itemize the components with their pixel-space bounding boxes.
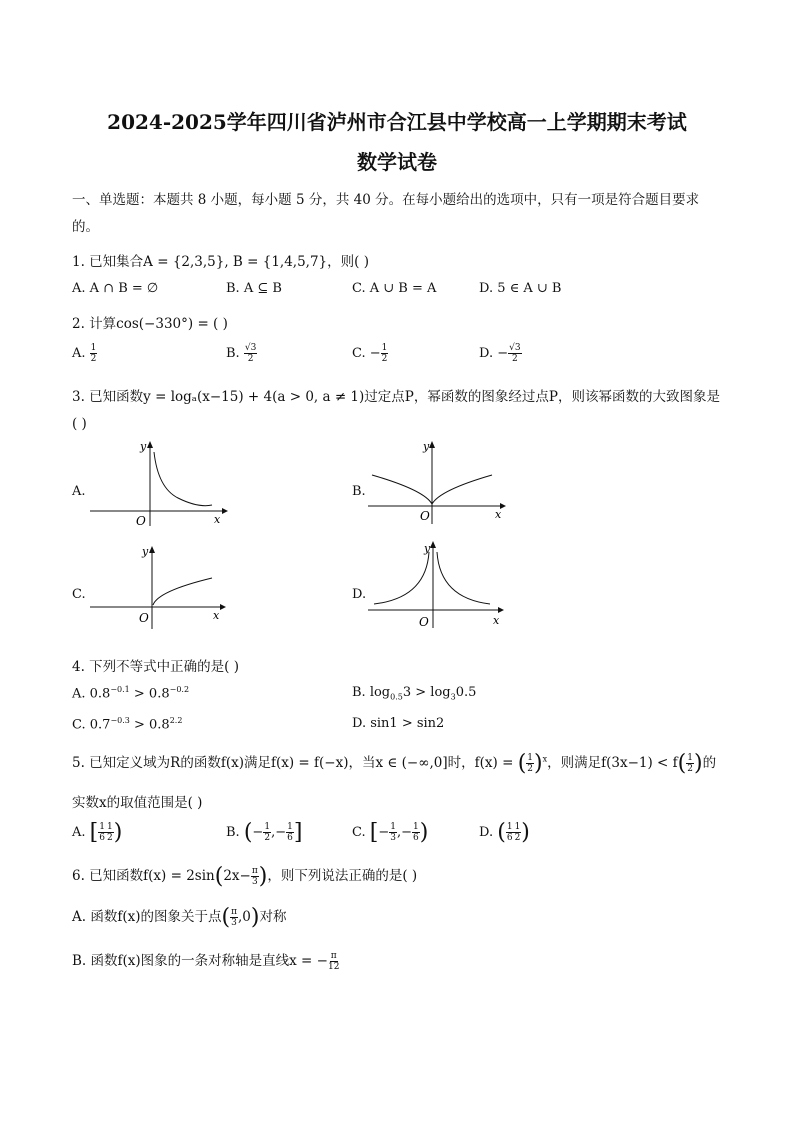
q5-option-b[interactable]: B. (− $\frac{1}{2}$ ,− $\frac{1}{6}$ ] xyxy=(226,820,303,845)
q4-stem: 4. 下列不等式中正确的是( ) xyxy=(72,659,239,675)
q1-option-b[interactable]: B. A ⊆ B xyxy=(226,281,282,296)
q3d-x-label: x xyxy=(493,614,500,627)
q5-option-a[interactable]: A. [ $\frac{1}{6}$ $\frac{1}{2}$ ) xyxy=(72,820,123,845)
q3-option-d-label[interactable]: D. xyxy=(352,587,367,602)
section-heading-line1: 一、单选题：本题共 8 小题，每小题 5 分，共 40 分。在每小题给出的选项中，只有一项是符合题目要求 xyxy=(72,192,700,208)
q4-option-d[interactable]: D. sin1 > sin2 xyxy=(352,716,445,731)
q6-option-a[interactable]: A. 函数f(x)的图象关于点( $\frac{\pi}{3}$ ,0)对称 xyxy=(72,905,287,930)
exam-subtitle: 数学试卷 xyxy=(357,150,437,174)
q4-option-a[interactable]: A. $0.8^{-0.1} > 0.8^{-0.2}$ xyxy=(72,685,190,702)
q2-option-c[interactable]: C. − $\frac{1}{2}$ xyxy=(352,343,388,364)
q2-option-a[interactable]: A. $\frac{1}{2}$ xyxy=(72,343,97,364)
q3-graph-c[interactable] xyxy=(88,541,228,633)
q3-stem-paren: ( ) xyxy=(72,416,87,432)
q3a-y-label: y xyxy=(140,440,147,453)
q3d-origin-label: O xyxy=(419,615,429,629)
q3a-x-label: x xyxy=(214,513,221,526)
q3c-y-label: y xyxy=(142,545,149,558)
q5-option-d[interactable]: D. ( $\frac{1}{6}$ $\frac{1}{2}$ ) xyxy=(479,820,530,845)
q5-stem-line2: 实数x的取值范围是( ) xyxy=(72,795,203,811)
q3b-origin-label: O xyxy=(420,509,430,523)
q4-option-c[interactable]: C. $0.7^{-0.3} > 0.8^{2.2}$ xyxy=(72,716,183,733)
q2-option-b[interactable]: B. $\frac{√3}{2}$ xyxy=(226,343,257,364)
q1-option-d[interactable]: D. 5 ∈ A ∪ B xyxy=(479,281,562,296)
q6-option-b[interactable]: B. 函数f(x)图象的一条对称轴是直线x = − $\frac{\pi}{12}$ xyxy=(72,951,340,972)
q5-option-c[interactable]: C. [− $\frac{1}{3}$ ,− $\frac{1}{6}$ ) xyxy=(352,820,429,845)
q3a-origin-label: O xyxy=(136,514,146,528)
q3d-y-label: y xyxy=(424,542,431,555)
q3-option-c-label[interactable]: C. xyxy=(72,587,86,602)
q1-option-c[interactable]: C. A ∪ B = A xyxy=(352,281,437,296)
q1-option-a[interactable]: A. A ∩ B = ∅ xyxy=(72,281,159,296)
q3b-x-label: x xyxy=(495,508,502,521)
q3c-x-label: x xyxy=(213,609,220,622)
q3-graph-d[interactable] xyxy=(366,538,506,634)
q3-graph-a[interactable] xyxy=(88,438,228,528)
q3-option-b-label[interactable]: B. xyxy=(352,484,366,499)
q3-graph-b[interactable] xyxy=(366,438,506,528)
q2-stem: 2. 计算cos(−330°) = ( ) xyxy=(72,316,228,332)
q2-option-d[interactable]: D. − $\frac{√3}{2}$ xyxy=(479,343,521,364)
q5-stem: 5. 已知定义域为R的函数f(x)满足f(x) = f(−x)，当x ∈ (−∞,0]时，f(x) = ( $\frac{1}{2}$ )$^x$，则满足f(3x−1) < f( $\frac{1}{2}$ )的 xyxy=(72,751,717,776)
section-heading-line2: 的。 xyxy=(72,219,99,235)
q3-option-a-label[interactable]: A. xyxy=(72,484,86,499)
q3c-origin-label: O xyxy=(139,611,149,625)
q3-stem: 3. 已知函数y = logₐ(x−15) + 4(a > 0, a ≠ 1)过定点P，幂函数的图象经过点P，则该幂函数的大致图象是 xyxy=(72,389,720,405)
q1-stem: 1. 已知集合A = {2,3,5}, B = {1,4,5,7}，则( ) xyxy=(72,254,369,270)
exam-title: 2024-2025学年四川省泸州市合江县中学校高一上学期期末考试 xyxy=(107,110,687,134)
q4-option-b[interactable]: B. $\log_{0.5}3 > \log_30.5$ xyxy=(352,685,477,702)
q3b-y-label: y xyxy=(423,440,430,453)
q6-stem: 6. 已知函数f(x) = 2sin(2x− $\frac{\pi}{3}$ )，则下列说法正确的是( ) xyxy=(72,864,418,889)
